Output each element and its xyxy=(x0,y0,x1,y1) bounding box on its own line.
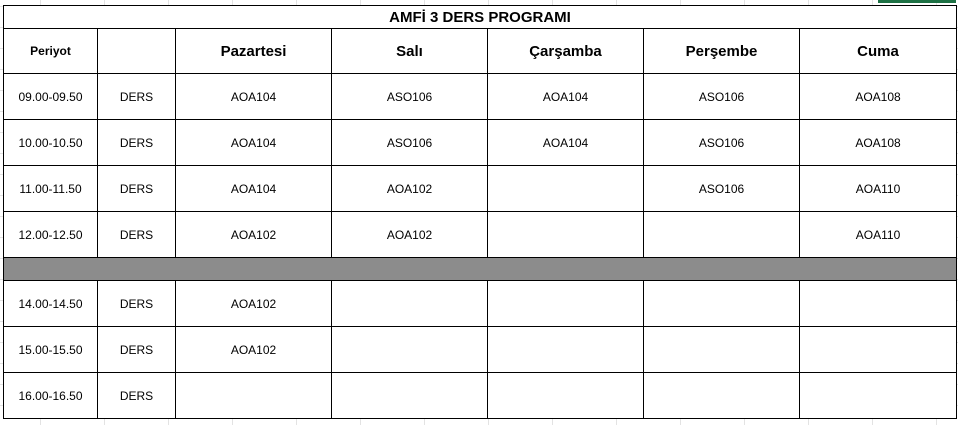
table-row xyxy=(4,212,957,258)
course-cell[interactable]: AOA102 xyxy=(332,166,488,212)
type-cell[interactable]: DERS xyxy=(98,74,176,120)
table-row xyxy=(4,281,957,327)
course-cell[interactable] xyxy=(176,373,332,419)
type-cell[interactable]: DERS xyxy=(98,281,176,327)
course-cell[interactable] xyxy=(800,327,957,373)
course-cell[interactable] xyxy=(644,212,800,258)
course-cell[interactable]: AOA102 xyxy=(176,281,332,327)
table-row xyxy=(4,327,957,373)
course-cell[interactable] xyxy=(332,327,488,373)
course-cell[interactable]: AOA110 xyxy=(800,166,957,212)
course-cell[interactable]: AOA108 xyxy=(800,120,957,166)
header-thursday[interactable]: Perşembe xyxy=(644,29,800,74)
type-cell[interactable]: DERS xyxy=(98,120,176,166)
table-row xyxy=(4,120,957,166)
course-cell[interactable] xyxy=(488,166,644,212)
course-cell[interactable] xyxy=(488,281,644,327)
course-cell[interactable] xyxy=(644,281,800,327)
course-cell[interactable]: ASO106 xyxy=(644,166,800,212)
course-cell[interactable]: ASO106 xyxy=(332,120,488,166)
table-title[interactable]: AMFİ 3 DERS PROGRAMI xyxy=(4,6,957,29)
course-cell[interactable] xyxy=(488,212,644,258)
course-cell[interactable]: AOA104 xyxy=(176,120,332,166)
course-cell[interactable]: ASO106 xyxy=(332,74,488,120)
header-row xyxy=(4,29,957,74)
period-cell[interactable]: 15.00-15.50 xyxy=(4,327,98,373)
course-cell[interactable]: AOA104 xyxy=(488,74,644,120)
schedule-table xyxy=(3,5,957,419)
header-monday[interactable]: Pazartesi xyxy=(176,29,332,74)
course-cell[interactable]: AOA110 xyxy=(800,212,957,258)
header-tuesday[interactable]: Salı xyxy=(332,29,488,74)
course-cell[interactable]: ASO106 xyxy=(644,120,800,166)
course-cell[interactable]: ASO106 xyxy=(644,74,800,120)
period-cell[interactable]: 14.00-14.50 xyxy=(4,281,98,327)
period-cell[interactable]: 16.00-16.50 xyxy=(4,373,98,419)
course-cell[interactable] xyxy=(800,373,957,419)
course-cell[interactable]: AOA104 xyxy=(176,166,332,212)
header-friday[interactable]: Cuma xyxy=(800,29,957,74)
course-cell[interactable] xyxy=(644,373,800,419)
course-cell[interactable] xyxy=(488,373,644,419)
header-type[interactable] xyxy=(98,29,176,74)
course-cell[interactable] xyxy=(332,281,488,327)
course-cell[interactable]: AOA104 xyxy=(488,120,644,166)
type-cell[interactable]: DERS xyxy=(98,327,176,373)
lunch-break-cell[interactable] xyxy=(4,258,957,281)
lunch-break-row xyxy=(4,258,957,281)
course-cell[interactable] xyxy=(644,327,800,373)
course-cell[interactable]: AOA102 xyxy=(332,212,488,258)
cell-selection-indicator xyxy=(878,0,956,3)
course-cell[interactable]: AOA102 xyxy=(176,327,332,373)
course-cell[interactable] xyxy=(488,327,644,373)
type-cell[interactable]: DERS xyxy=(98,373,176,419)
period-cell[interactable]: 11.00-11.50 xyxy=(4,166,98,212)
course-cell[interactable]: AOA104 xyxy=(176,74,332,120)
course-cell[interactable]: AOA108 xyxy=(800,74,957,120)
header-period[interactable]: Periyot xyxy=(4,29,98,74)
table-row xyxy=(4,166,957,212)
table-row xyxy=(4,373,957,419)
course-cell[interactable] xyxy=(332,373,488,419)
course-cell[interactable]: AOA102 xyxy=(176,212,332,258)
type-cell[interactable]: DERS xyxy=(98,166,176,212)
table-row xyxy=(4,74,957,120)
period-cell[interactable]: 12.00-12.50 xyxy=(4,212,98,258)
header-wednesday[interactable]: Çarşamba xyxy=(488,29,644,74)
period-cell[interactable]: 10.00-10.50 xyxy=(4,120,98,166)
period-cell[interactable]: 09.00-09.50 xyxy=(4,74,98,120)
type-cell[interactable]: DERS xyxy=(98,212,176,258)
course-cell[interactable] xyxy=(800,281,957,327)
